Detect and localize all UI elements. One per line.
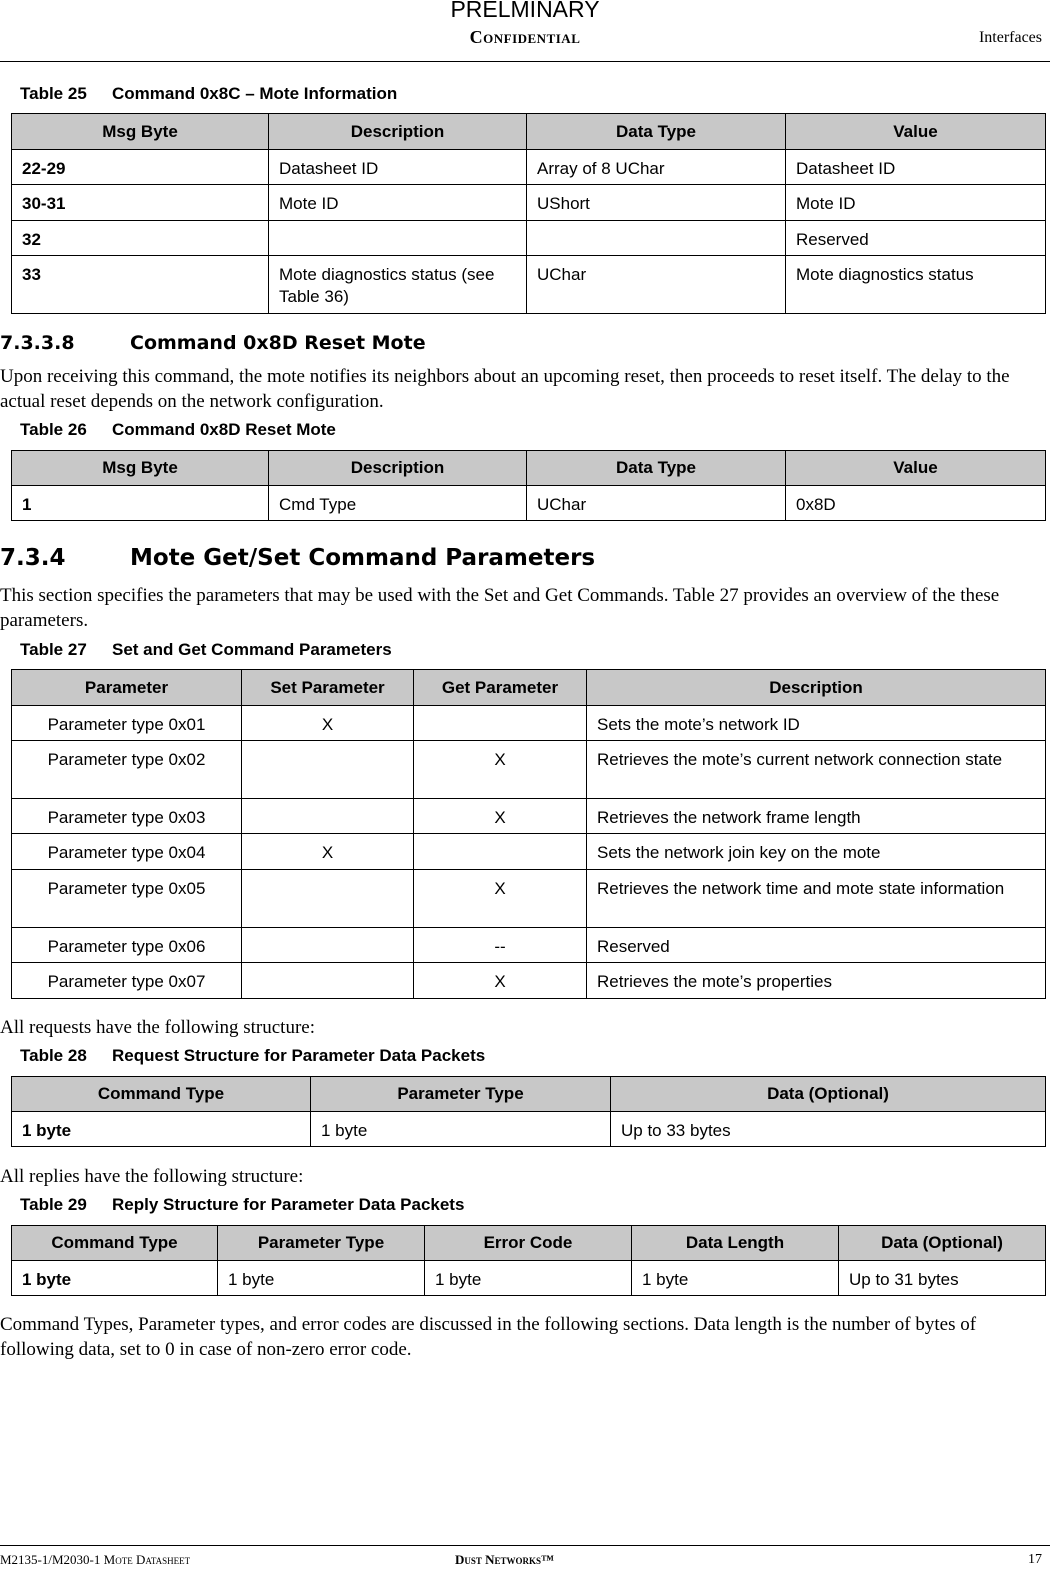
- table-cell: Parameter type 0x03: [12, 799, 242, 834]
- table27-caption: [20, 640, 392, 660]
- table-row: [12, 928, 1046, 963]
- table-row: [12, 185, 1046, 221]
- paragraph: This section specifies the parameters that may be used with the Set and Get Commands. Table 27 provides an overview of the these parameters.: [0, 585, 1000, 631]
- table-cell: Parameter type 0x04: [12, 834, 242, 870]
- column-header: Value: [786, 114, 1046, 150]
- table-cell: Retrieves the mote’s current network connection state: [587, 741, 1046, 799]
- column-header: Command Type: [12, 1226, 218, 1261]
- table-cell: X: [242, 706, 414, 741]
- table-row: [12, 834, 1046, 870]
- table-cell: 1 byte: [311, 1112, 611, 1147]
- footer-rule: [0, 1545, 1050, 1546]
- table-cell: Datasheet ID: [786, 150, 1046, 185]
- column-header: Parameter Type: [218, 1226, 425, 1261]
- table-title: Command 0x8D Reset Mote: [112, 420, 336, 439]
- column-header: Parameter: [12, 670, 242, 706]
- section-title: Command 0x8D Reset Mote: [130, 332, 426, 354]
- table-cell: 32: [12, 221, 269, 256]
- column-header: Data (Optional): [611, 1077, 1046, 1112]
- table-cell: X: [414, 799, 587, 834]
- column-header: Data Length: [632, 1226, 839, 1261]
- table-row: [12, 799, 1046, 834]
- column-header: Command Type: [12, 1077, 311, 1112]
- table25-caption: [20, 84, 397, 104]
- footer-doc-title: M2135-1/M2030-1 Mote Datasheet: [0, 1552, 191, 1567]
- table-header-row: [12, 451, 1046, 486]
- table-number: Table 29: [20, 1195, 87, 1214]
- table-cell: [269, 221, 527, 256]
- table-row: [12, 486, 1046, 521]
- table-cell: Reserved: [587, 928, 1046, 963]
- table-row: [12, 256, 1046, 314]
- column-header: Data Type: [527, 114, 786, 150]
- column-header: Parameter Type: [311, 1077, 611, 1112]
- column-header: Get Parameter: [414, 670, 587, 706]
- table-cell: X: [414, 870, 587, 928]
- table-cell: [242, 870, 414, 928]
- table-cell: Mote ID: [786, 185, 1046, 221]
- table25: [11, 113, 1046, 314]
- column-header: Description: [269, 451, 527, 486]
- paragraph: Command Types, Parameter types, and error codes are discussed in the following sections. Data length is the number of bytes of following data, set to 0 in case of non-zero error code.: [0, 1314, 977, 1360]
- table-title: Set and Get Command Parameters: [112, 640, 392, 659]
- table-row: [12, 1261, 1046, 1296]
- table-cell: Retrieves the mote’s properties: [587, 963, 1046, 999]
- table-cell: --: [414, 928, 587, 963]
- table-cell: Retrieves the network frame length: [587, 799, 1046, 834]
- table28: [11, 1076, 1046, 1147]
- table-cell: Mote ID: [269, 185, 527, 221]
- table-cell: Mote diagnostics status: [786, 256, 1046, 314]
- table-cell: X: [242, 834, 414, 870]
- table29-caption: [20, 1195, 464, 1215]
- table-row: [12, 706, 1046, 741]
- table-cell: Parameter type 0x06: [12, 928, 242, 963]
- table-cell: [242, 963, 414, 999]
- column-header: Msg Byte: [12, 451, 269, 486]
- table-cell: Parameter type 0x01: [12, 706, 242, 741]
- table-cell: 1 byte: [425, 1261, 632, 1296]
- paragraph: All replies have the following structure:: [0, 1166, 304, 1187]
- table-cell: 33: [12, 256, 269, 314]
- table-cell: [242, 928, 414, 963]
- table-cell: 0x8D: [786, 486, 1046, 521]
- section-heading: [0, 545, 595, 571]
- table-cell: 22-29: [12, 150, 269, 185]
- table-header-row: [12, 1077, 1046, 1112]
- table-number: Table 27: [20, 640, 87, 659]
- section-heading: [0, 332, 426, 354]
- table28-caption: [20, 1046, 485, 1066]
- table-cell: [242, 799, 414, 834]
- table-cell: 1 byte: [12, 1112, 311, 1147]
- table-cell: X: [414, 741, 587, 799]
- column-header: Description: [269, 114, 527, 150]
- confidential-label: Confidential: [469, 27, 581, 47]
- table-header-row: [12, 1226, 1046, 1261]
- table-cell: [414, 834, 587, 870]
- table-cell: Array of 8 UChar: [527, 150, 786, 185]
- table-title: Reply Structure for Parameter Data Packets: [112, 1195, 465, 1214]
- table-cell: 1 byte: [632, 1261, 839, 1296]
- watermark-text: PRELMINARY: [450, 0, 600, 22]
- table-row: [12, 1112, 1046, 1147]
- table26: [11, 450, 1046, 521]
- section-number: 7.3.4: [0, 545, 66, 571]
- table-number: Table 28: [20, 1046, 87, 1065]
- table-cell: Parameter type 0x05: [12, 870, 242, 928]
- table-number: Table 26: [20, 420, 87, 439]
- table-row: [12, 221, 1046, 256]
- column-header: Data (Optional): [839, 1226, 1046, 1261]
- column-header: Value: [786, 451, 1046, 486]
- column-header: Data Type: [527, 451, 786, 486]
- table-cell: X: [414, 963, 587, 999]
- table-cell: 1: [12, 486, 269, 521]
- table-cell: [242, 741, 414, 799]
- table-cell: Parameter type 0x02: [12, 741, 242, 799]
- table-cell: Up to 33 bytes: [611, 1112, 1046, 1147]
- column-header: Msg Byte: [12, 114, 269, 150]
- table-cell: Reserved: [786, 221, 1046, 256]
- section-title: Mote Get/Set Command Parameters: [130, 545, 596, 571]
- table-cell: UChar: [527, 486, 786, 521]
- table-row: [12, 870, 1046, 928]
- table-cell: UChar: [527, 256, 786, 314]
- table-cell: 30-31: [12, 185, 269, 221]
- table-cell: Cmd Type: [269, 486, 527, 521]
- table29: [11, 1225, 1046, 1296]
- table-cell: Retrieves the network time and mote state information: [587, 870, 1046, 928]
- page-number: 17: [1028, 1552, 1042, 1567]
- table-cell: 1 byte: [12, 1261, 218, 1296]
- table27: [11, 669, 1046, 999]
- table-cell: Sets the mote’s network ID: [587, 706, 1046, 741]
- paragraph: Upon receiving this command, the mote notifies its neighbors about an upcoming reset, then proceeds to reset itself. The delay to the actual reset depends on the network configuration.: [0, 366, 1010, 412]
- table-cell: [414, 706, 587, 741]
- table26-caption: [20, 420, 336, 440]
- table-cell: 1 byte: [218, 1261, 425, 1296]
- table-row: [12, 963, 1046, 999]
- column-header: Error Code: [425, 1226, 632, 1261]
- table-cell: Up to 31 bytes: [839, 1261, 1046, 1296]
- table-header-row: [12, 114, 1046, 150]
- header-rule: [0, 61, 1050, 62]
- table-cell: UShort: [527, 185, 786, 221]
- column-header: Set Parameter: [242, 670, 414, 706]
- table-cell: [527, 221, 786, 256]
- table-title: Command 0x8C – Mote Information: [112, 84, 398, 103]
- table-cell: Parameter type 0x07: [12, 963, 242, 999]
- table-cell: Sets the network join key on the mote: [587, 834, 1046, 870]
- column-header: Description: [587, 670, 1046, 706]
- table-row: [12, 150, 1046, 185]
- table-cell: Datasheet ID: [269, 150, 527, 185]
- paragraph: All requests have the following structure:: [0, 1017, 316, 1038]
- table-header-row: [12, 670, 1046, 706]
- table-number: Table 25: [20, 84, 87, 103]
- section-number: 7.3.3.8: [0, 332, 75, 354]
- table-title: Request Structure for Parameter Data Packets: [112, 1046, 486, 1065]
- footer-company: Dust Networks™: [455, 1552, 555, 1567]
- table-cell: Mote diagnostics status (see Table 36): [269, 256, 527, 314]
- section-name: Interfaces: [978, 29, 1042, 46]
- table-row: [12, 741, 1046, 799]
